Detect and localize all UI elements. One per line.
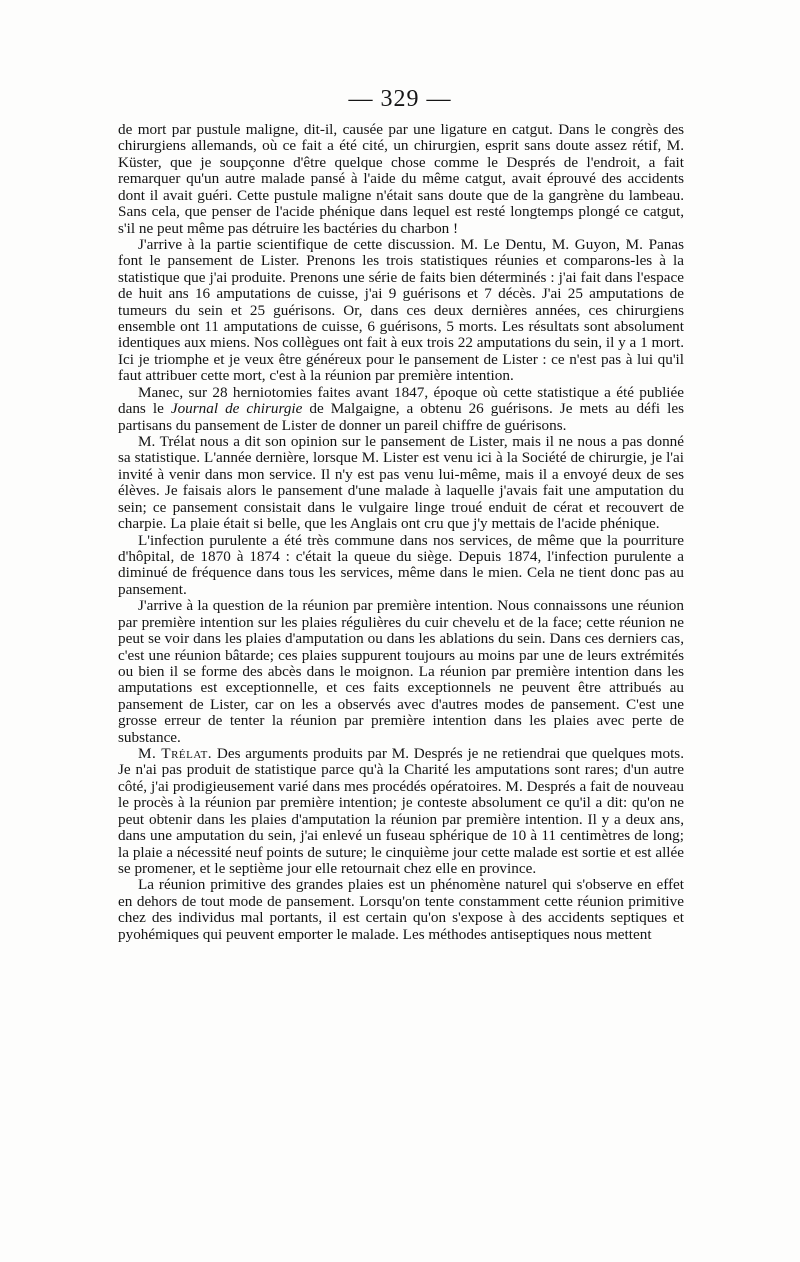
paragraph: La réunion primitive des grandes plaies est un phénomène naturel qui s'observe en effet en dehors de tout mode de pansement. Lorsqu'on tente constamment cette réunion primitive chez des individus mal portants, il est certain qu'on s'expose à des accidents septiques et pyohémiques qui peuvent emporter le malade. Les méthodes antiseptiques nous mettent bbox=[118, 876, 684, 943]
paragraph-text: Des arguments produits par M. Després je ne retiendrai que quelques mots. Je n'ai pas produit de statistique parce qu'à la Charité les amputations sont rares; d'un autre côté, j'ai prodigieusement varié dans mes procédés opératoires. M. Després a fait de nouveau le procès à la réunion par première intention; je conteste absolument ce qu'il a dit: qu'on ne peut obtenir dans les plaies d'amputation la réunion par première intention. Il y a deux ans, dans une amputation du sein, j'ai enlevé un fuseau sphérique de 10 à 11 centimètres de long; la plaie a nécessité neuf points de suture; le cinquième jour cette malade est sortie et est allée se promener, et le septième jour elle retournait chez elle en province. bbox=[118, 745, 685, 877]
journal-title: Journal de chirurgie bbox=[170, 400, 303, 418]
paragraph: M. Trélat nous a dit son opinion sur le pansement de Lister, mais il ne nous a pas donné sa statistique. L'année dernière, lorsque M. Lister est venu ici à la Société de chirurgie, je l'ai invité à venir dans mon service. Il n'y est pas venu lui-même, mais il a envoyé deux de ses élèves. Je faisais alors le pansement d'une malade à laquelle j'avais fait une amputation du sein; ce pansement consistait dans le vulgaire linge troué enduit de cérat et recouvert de charpie. La plaie était si belle, que les Anglais ont cru que j'y mettais de l'acide phénique. bbox=[118, 433, 684, 533]
speaker-name: M. Trélat. bbox=[138, 745, 213, 763]
body-text bbox=[118, 122, 684, 943]
paragraph bbox=[118, 385, 684, 434]
paragraph: J'arrive à la partie scientifique de cette discussion. M. Le Dentu, M. Guyon, M. Panas font le pansement de Lister. Prenons les trois statistiques réunies et comparons-les à la statistique que j'ai produite. Prenons une série de faits bien déterminés : j'ai fait dans l'espace de huit ans 16 amputations de cuisse, j'ai 9 guérisons et 7 décès. J'ai 25 amputations de tumeurs du sein et 25 guérisons. Or, dans ces deux dernières années, ces chirurgiens ensemble ont 11 amputations de cuisse, 6 guérisons, 5 morts. Les résultats sont absolument identiques aux miens. Nos collègues ont fait à eux trois 22 amputations du sein, il y a 1 mort. Ici je triomphe et je veux être généreux pour le pansement de Lister : ce n'est pas à lui qu'il faut attribuer cette mort, c'est à la réunion par première intention. bbox=[118, 235, 684, 385]
paragraph bbox=[118, 746, 684, 877]
paragraph: de mort par pustule maligne, dit-il, causée par une ligature en catgut. Dans le congrès des chirurgiens allemands, où ce fait a été cité, un chirurgien, esprit sans doute assez rétif, M. Küster, que je soupçonne d'être quelque chose comme le Després de l'endroit, a fait remarquer qu'un autre malade pansé à l'aide du même catgut, avait éprouvé des accidents dont il avait guéri. Cette pustule maligne n'était sans doute que de la gangrène du lambeau. Sans cela, que penser de l'acide phénique dans lequel est resté longtemps plongé ce catgut, s'il ne peut même pas détruire les bactéries du charbon ! bbox=[118, 121, 684, 237]
page-number: — 329 — bbox=[348, 86, 452, 112]
paragraph-text: de Malgaigne, a obtenu 26 guérisons. Je mets au défi les partisans du pansement de Lister de donner un pareil chiffre de guérisons. bbox=[118, 400, 684, 434]
paragraph-text: Manec, sur 28 herniotomies faites avant 1847, époque où cette statistique a été publiée dans le bbox=[118, 383, 684, 418]
paragraph: J'arrive à la question de la réunion par première intention. Nous connaissons une réunion par première intention sur les plaies régulières du cuir chevelu et de la face; cette réunion ne peut se voir dans les plaies d'amputation ou dans les ablations du sein. Dans ces derniers cas, c'est une réunion bâtarde; ces plaies suppurent toujours au moins par une de leurs extrémités ou bien il se forme des abcès dans le moignon. La réunion par première intention dans les amputations est exceptionnelle, et ces faits exceptionnels ne peuvent être attribués au pansement de Lister, car on les a observés avec d'autres modes de pansement. C'est une grosse erreur de tenter la réunion par première intention dans les plaies avec perte de substance. bbox=[118, 597, 684, 746]
paragraph: L'infection purulente a été très commune dans nos services, de même que la pourriture d'hôpital, de 1870 à 1874 : c'était la queue du siège. Depuis 1874, l'infection purulente a diminué de fréquence dans tous les services, même dans le mien. Cela ne tient donc pas au pansement. bbox=[118, 531, 684, 598]
